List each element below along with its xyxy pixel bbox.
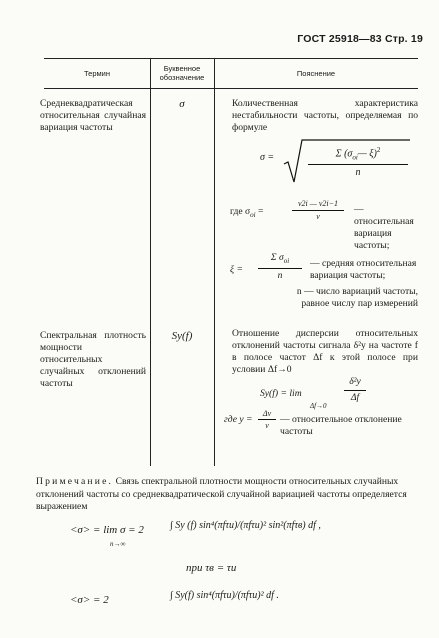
note-condition: при τв = τи (186, 562, 237, 574)
formula-sigma-numerator: Σ ($\sigma_{oi}—$ ξ)$^2$ (335, 146, 381, 162)
column-header-symbol: Буквенное обозначение (159, 64, 205, 82)
formula-sum-rest: — ξ) (357, 148, 377, 160)
symbol-sigma: σ (179, 98, 185, 110)
note-formula-1-lhs: <σ> = lim σ = 2 (70, 524, 144, 536)
note-text: Связь спектральной плотности мощности относительных случайных отклонений частоты со среднеквадратической случайной вариацией частоты определяется выражением (36, 476, 407, 512)
where-numerator: ν2i — ν2i−1 (297, 199, 339, 208)
where-sub: oi (250, 210, 256, 219)
table-top-rule (44, 58, 418, 59)
note-formula-1-body: ∫ Sy (f) sin⁴(πfτи)/(πfτи)² sin²(πfτв) df , (170, 520, 321, 531)
page-header: ГОСТ 25918—83 Стр. 19 (297, 33, 423, 45)
table-col-divider-1 (150, 58, 151, 466)
term-spectral-density: Спектральная плотность мощности относительных случайных отклонений частоты (40, 330, 146, 389)
where-y-lhs: где y = (224, 414, 253, 425)
column-header-term: Термин (84, 69, 110, 78)
terms-table (40, 58, 418, 466)
spectral-formula-lim: Δf→0 (310, 402, 327, 410)
table-header-rule (44, 88, 418, 89)
note-paragraph (36, 476, 414, 514)
column-header-explanation: Пояснение (296, 69, 336, 78)
note-formula-1 (70, 524, 144, 536)
note-formula-1-limit: n→∞ (110, 540, 126, 548)
xi-fraction-bar (258, 268, 302, 269)
term-rms-variation: Среднеквадратическая относительная случайная вариация частоты (40, 98, 146, 133)
where-prefix: где σ (230, 206, 251, 217)
spectral-formula-denominator: Δf (350, 392, 360, 403)
xi-sum: Σ σ (270, 252, 284, 263)
note-formula-2-lhs: <σ> = 2 (70, 594, 109, 606)
note-formula-2-body: ∫ Sy(f) sin⁴(πfτи)/(πfτи)² df . (170, 590, 279, 601)
where-eq: = (258, 206, 264, 217)
explanation-spectral-density: Отношение дисперсии относительных отклонений частоты сигнала δ²y на частоте f в полосе частот Δf к этой полосе при условии Δf→0 (232, 328, 418, 375)
xi-denominator: n (277, 270, 283, 281)
xi-description: — средняя относительная вариация частоты; (310, 258, 417, 281)
formula-sigma-denominator: n (355, 167, 361, 178)
xi-lhs: ξ = (230, 264, 243, 275)
where-y-description: — относительное отклонение частоты (280, 414, 402, 437)
symbol-sy-f: Sy(f) (171, 330, 193, 342)
where-sigma-oi (230, 206, 263, 221)
where-y-denominator: ν (265, 421, 269, 430)
formula-sum: Σ (σ (335, 148, 353, 160)
explanation-rms-variation: Количественная характеристика нестабильности частоты, определяемая по формуле (232, 98, 418, 133)
xi-numerator (256, 252, 304, 267)
table-col-divider-2 (214, 58, 215, 466)
where-y-numerator: Δν (262, 409, 272, 418)
spectral-formula-numerator: δ²y (349, 376, 361, 387)
xi-sub: oi (283, 256, 290, 265)
formula-sigma-radical (282, 136, 412, 188)
formula-sigma (260, 152, 274, 163)
where-denominator: ν (316, 212, 320, 221)
n-description: n — число вариаций частоты, равное числу пар измерений (296, 286, 418, 309)
formula-sigma-lhs: σ = (260, 152, 275, 163)
spectral-formula-fraction-bar (344, 390, 366, 391)
formula-sum-index: oi (352, 153, 358, 162)
formula-sigma-fraction-bar (308, 164, 408, 165)
spectral-formula-lhs: Sy(f) = lim (260, 388, 302, 399)
where-description: — относительная вариация частоты; (354, 204, 414, 251)
note-label: Примечание. (36, 476, 114, 487)
